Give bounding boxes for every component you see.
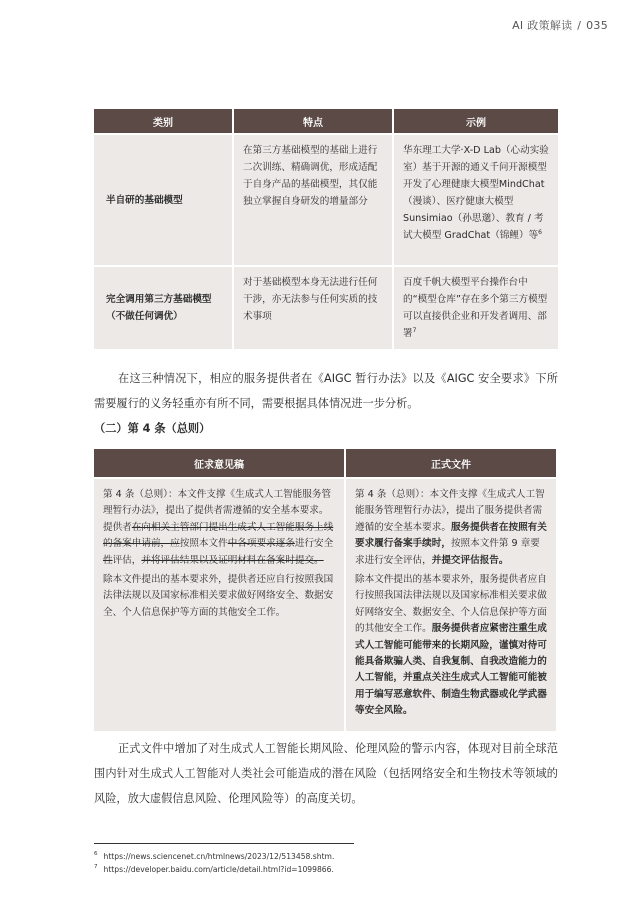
header-title: AI 政策解读 (512, 19, 573, 32)
table-header-row (94, 109, 558, 133)
draft-paragraph: 除本文件提出的基本要求外，提供者还应自行按照我国法律法规以及国家标准相关要求做好网络安全、数据安全、个人信息保护等方面的其他安全工作。 (103, 574, 334, 618)
cell-category (94, 267, 232, 349)
column-header-category: 类别 (94, 109, 232, 133)
comparison-table (92, 447, 558, 733)
draft-text: 进行安全 (294, 538, 334, 550)
footnote-divider (94, 843, 354, 844)
body-paragraph: 正式文件中增加了对生成式人工智能长期风险、伦理风险的警示内容，体现对目前全球范围内针对生成式人工智能对人类社会可能造成的潜在风险（包括网络安全和生物技术等领域的风险，放大虚假信息风险、伦理风险等）的高度关切。 (94, 742, 558, 805)
deleted-text: 在向相关主管部门提出生成式人工智能服务上线的备案申请前，应 (103, 521, 334, 550)
model-category-table (92, 107, 560, 351)
final-text: 除本文件提出的基本要求外，服务提供者应自行按照我国法律法规以及国家标准相关要求做好网络安全、数据安全、个人信息保护等方面的其他安全工作。 (355, 574, 547, 635)
final-text: 按照本文件第 9 章要求进行安全评估， (355, 538, 540, 566)
final-text: 第 4 条（总则）：本文件支撑《生成式人工智能服务管理暂行办法》，提出了服务提供者需遵循的安全基本要求。 (355, 489, 545, 533)
deleted-text: 中各项要求逐条 (227, 538, 295, 550)
footnote (94, 852, 334, 861)
cell-feature: 在第三方基础模型的基础上进行二次训练、精确调优，形成适配于自身产品的基础模型，其仅能独立掌握自身研发的增量部分 (234, 135, 392, 265)
page-header (512, 17, 608, 33)
footnote-link[interactable]: https://developer.baidu.com/article/detail.html?id=1099866. (103, 865, 334, 874)
footnote-ref-7[interactable]: 7 (412, 326, 417, 334)
footnote-number: 6 (94, 851, 98, 858)
final-paragraph (355, 487, 547, 569)
footnote (94, 865, 334, 874)
added-text: 服务提供者在按照有关要求履行备案手续时， (355, 521, 547, 550)
footnote-ref-6[interactable]: 6 (538, 228, 542, 236)
cell-category (94, 135, 232, 265)
category-text: 半自研的基础模型 (106, 194, 183, 206)
draft-text: 评估， (112, 554, 142, 566)
table-row (94, 479, 556, 731)
example-text: 百度千帆大模型平台操作台中的“模型仓库”存在多个第三方模型可以直接供企业和开发者调用、部署 (403, 277, 548, 339)
added-text: 服务提供者应紧密注重生成式人工智能可能带来的长期风险，谨慎对待可能具备欺骗人类、自我复制、自我改造能力的人工智能，并重点关注生成式人工智能可能被用于编写恶意软件、制造生物武器或化学武器等安全风险。 (355, 623, 547, 717)
column-header-draft: 征求意见稿 (94, 449, 344, 477)
deleted-text: 并将评估结果以及证明材料在备案时提交。 (141, 554, 324, 566)
cell-draft (94, 479, 344, 731)
body-paragraph: 在这三种情况下，相应的服务提供者在《AIGC 暂行办法》以及《AIGC 安全要求》下所需要履行的义务轻重亦有所不同，需要根据具体情况进一步分析。 (94, 372, 558, 410)
page-number: 035 (586, 19, 608, 32)
category-subtext: （不做任何调优） (106, 311, 183, 322)
draft-paragraph (103, 487, 335, 569)
deleted-text: 性 (103, 554, 113, 566)
table-row (94, 267, 558, 349)
column-header-final: 正式文件 (346, 449, 556, 477)
added-text: 并提交评估报告。 (431, 554, 509, 566)
draft-text: 第 4 条（总则）：本文件支撑《生成式人工智能服务管理暂行办法》，提出了提供者需遵循的安全基本要求。提供者 (103, 489, 332, 533)
example-text: 华东理工大学·X-D Lab（心动实验室）基于开源的通义千问开源模型开发了心理健康大模型MindChat（漫谈）、医疗健康大模型 Sunsimiao（孙思邈）、教育 / 考试大模型 GradChat（锦鲤）等 (403, 145, 549, 241)
final-paragraph (355, 572, 547, 720)
cell-example (394, 267, 558, 349)
draft-text: 按照本文件 (179, 538, 228, 550)
column-header-feature: 特点 (234, 109, 392, 133)
cell-final (346, 479, 556, 731)
column-header-example: 示例 (394, 109, 558, 133)
table-header-row (94, 449, 556, 477)
section-subheading: （二）第 4 条（总则） (94, 422, 211, 435)
cell-example (394, 135, 558, 265)
footnote-link[interactable]: https://news.sciencenet.cn/htmlnews/2023/12/513458.shtm. (103, 852, 335, 861)
table-row (94, 135, 558, 265)
cell-feature: 对于基础模型本身无法进行任何干涉，亦无法参与任何实质的技术事项 (234, 267, 392, 349)
category-text: 完全调用第三方基础模型 (106, 294, 212, 305)
footnote-number: 7 (94, 864, 98, 871)
header-separator: / (577, 19, 582, 32)
